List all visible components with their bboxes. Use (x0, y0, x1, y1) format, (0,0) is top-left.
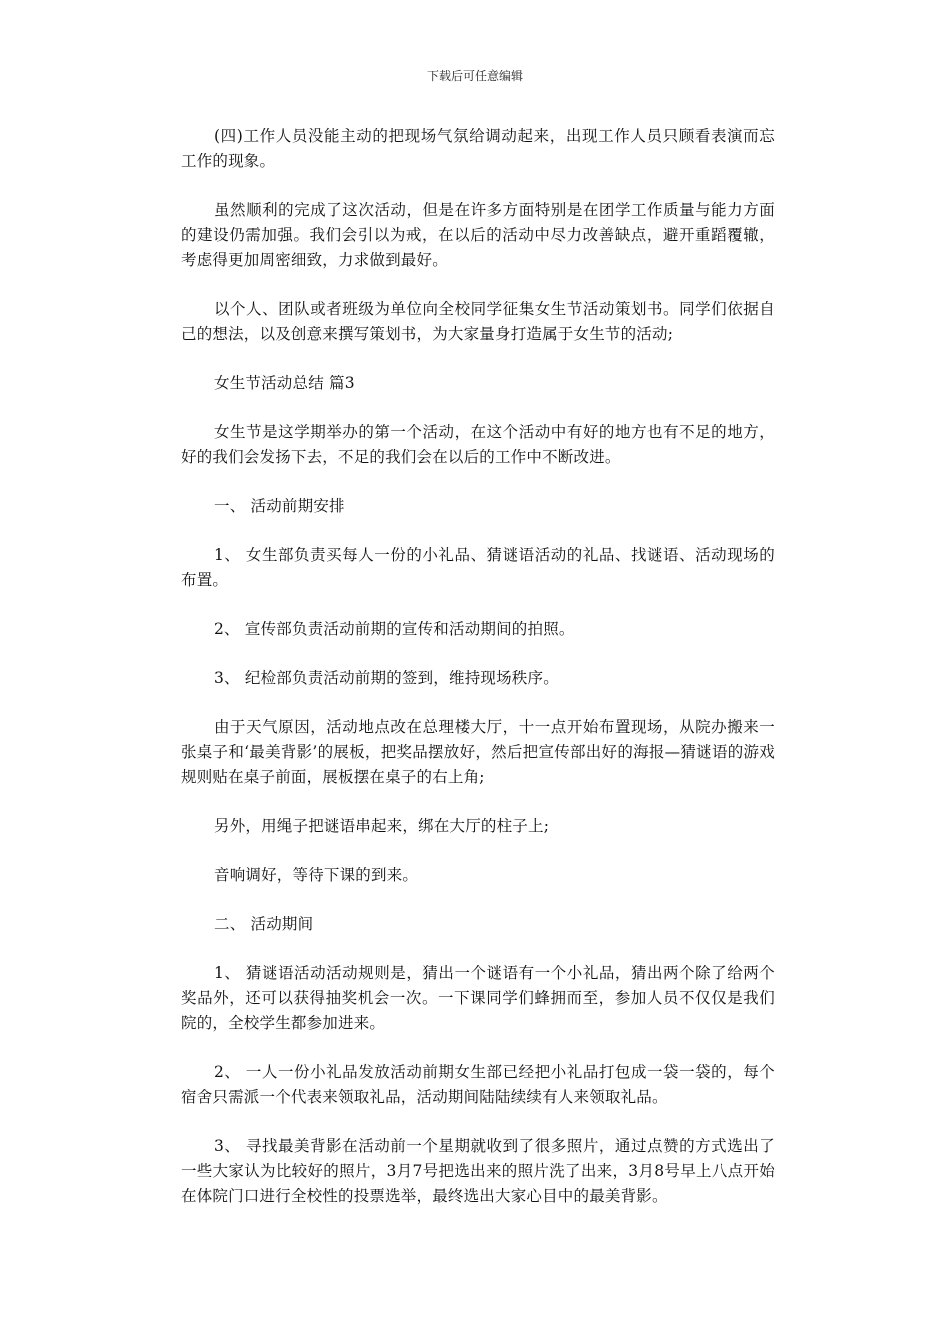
list-item-pre-1: 1、 女生部负责买每人一份的小礼品、猜谜语活动的礼品、找谜语、活动现场的布置。 (181, 546, 775, 589)
paragraph-staff-issue: (四)工作人员没能主动的把现场气氛给调动起来，出现工作人员只顾看表演而忘工作的现象。 (181, 127, 775, 170)
heading-pre-activity: 一、 活动前期安排 (214, 497, 345, 515)
paragraph-setup: 由于天气原因，活动地点改在总理楼大厅，十一点开始布置现场，从院办搬来一张桌子和‘最美背影’的展板，把奖品摆放好，然后把宣传部出好的海报—猜谜语的游戏规则贴在桌子前面，展板摆在桌子的右上角; (181, 718, 775, 786)
list-item-pre-2: 2、 宣传部负责活动前期的宣传和活动期间的拍照。 (214, 620, 575, 638)
paragraph-reflection: 虽然顺利的完成了这次活动，但是在许多方面特别是在团学工作质量与能力方面的建设仍需加强。我们会引以为戒，在以后的活动中尽力改善缺点，避开重蹈覆辙，考虑得更加周密细致，力求做到最好。 (181, 201, 775, 269)
heading-during-activity: 二、 活动期间 (214, 915, 314, 933)
paragraph-intro: 女生节是这学期举办的第一个活动，在这个活动中有好的地方也有不足的地方，好的我们会发扬下去，不足的我们会在以后的工作中不断改进。 (181, 423, 775, 466)
document-body (181, 124, 775, 1233)
paragraph-proposal-collection: 以个人、团队或者班级为单位向全校同学征集女生节活动策划书。同学们依据自己的想法，以及创意来撰写策划书，为大家量身打造属于女生节的活动; (181, 300, 775, 343)
list-item-during-1: 1、 猜谜语活动活动规则是，猜出一个谜语有一个小礼品，猜出两个除了给两个奖品外，还可以获得抽奖机会一次。一下课同学们蜂拥而至，参加人员不仅仅是我们院的，全校学生都参加进来。 (181, 964, 775, 1032)
list-item-pre-3: 3、 纪检部负责活动前期的签到，维持现场秩序。 (214, 669, 559, 687)
paragraph-sound: 音响调好，等待下课的到来。 (214, 866, 419, 884)
list-item-during-2: 2、 一人一份小礼品发放活动前期女生部已经把小礼品打包成一袋一袋的，每个宿舍只需派一个代表来领取礼品，活动期间陆陆续续有人来领取礼品。 (181, 1063, 775, 1106)
section-title: 女生节活动总结 篇3 (214, 374, 355, 392)
list-item-during-3: 3、 寻找最美背影在活动前一个星期就收到了很多照片，通过点赞的方式选出了一些大家认为比较好的照片，3月7号把选出来的照片洗了出来，3月8号早上八点开始在体院门口进行全校性的投票选举，最终选出大家心目中的最美背影。 (181, 1137, 775, 1205)
page-header: 下载后可任意编辑 (426, 69, 523, 83)
paragraph-ropes: 另外，用绳子把谜语串起来，绑在大厅的柱子上; (214, 817, 550, 835)
